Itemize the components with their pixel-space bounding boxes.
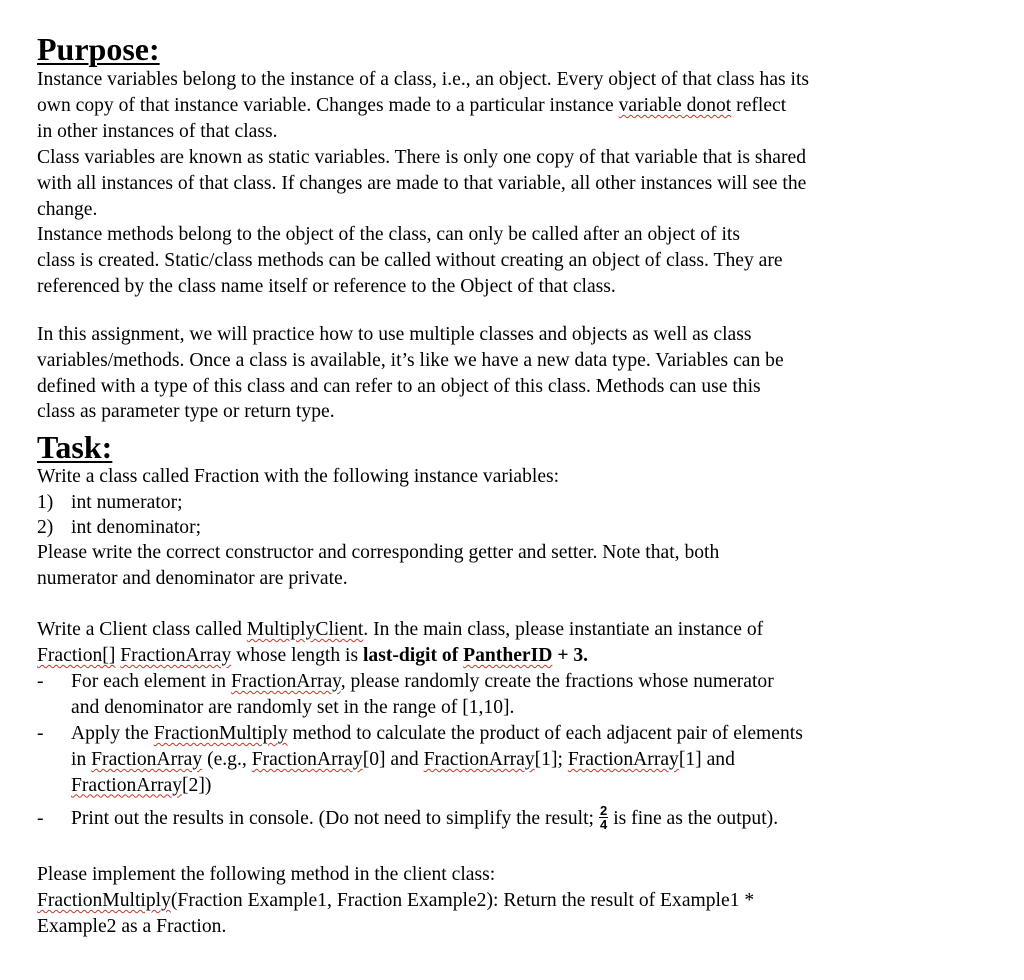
spellcheck-variable-donot: variable donot [618,94,732,116]
task-client-instructions: Write a Client class called MultiplyClient. In the main class, please instantiate an instance of Fraction[] FractionArray whose length is last-digit of PantherID + 3. [37,619,764,666]
task-method-instructions: Please implement the following method in the client class: FractionMultiply(Fraction Example1, Fraction Example2): Return the result of Example1 * Example2 as a Fraction. [37,864,755,937]
purpose-paragraph-assignment: In this assignment, we will practice how to use multiple classes and objects as well as class variables/methods. Once a class is available, it’s like we have a new data type. Variables can be defined with a type of this class and can refer to an object of this class. Methods can use this class as parameter type or return type. [37,324,784,423]
purpose-heading: Purpose: [37,31,160,67]
purpose-paragraph-methods: Instance methods belong to the object of the class, can only be called after an object of its class is created. Static/class methods can be called without creating an object of class. They are referenced by the class name itself or reference to the Object of that class. [37,224,783,297]
purpose-paragraph-class-variables: Class variables are known as static variables. There is only one copy of that variable that is shared with all instances of that class. If changes are made to that variable, all other instances will see the change. [37,147,807,220]
document-page: Purpose: Instance variables belong to the instance of a class, i.e., an object. Every object of that class has its own copy of that instance variable. Changes made to a particular instance variable donot reflect in other instances of that class. Class variables are known as static variables. There is only one copy of that variable that is shared with all instances of that class. If changes are made to that variable, all other instances will see the change. Instance methods belong to the object of the class, can only be called after an object of its class is created. Static/class methods can be called without creating an object of class. They are referenced by the class name itself or reference to the Object of that class. In this assignment, we will practice how to use multiple classes and objects as well as class variables/methods. Once a class is available, it’s like we have a new data type. Variables can be defined with a type of this class and can refer to an object of this class. Methods can use this class as parameter type or return type. Task: Write a class called Fraction with the following instance variables: 1) int numerator; 2) int denominator; Please write the correct constructor and corresponding getter and setter. Note that, both numerator and denominator are private. Write a Client class called MultiplyClient. In the main class, please instantiate an instance of Fraction[] FractionArray whose length is last-digit of PantherID + 3. - For each element in FractionArray, please randomly create the fractions whose numerator and denominator are randomly set in the range of [1,10]. - Apply the FractionMultiply method to calculate the product of each adjacent pair of elements in FractionArray (e.g., FractionArray[0] and FractionArray[1]; FractionArray[1] and FractionArray[2]) - Print out the results in console. (Do not need to simplify the result; $\frac{2}{4}$ is fine as the output). Please implement the following method in the client class: FractionMultiply(Fraction Example1, Fraction Example2): Return the result of Example1 * Example2 as a Fraction. [0,0,1024,980]
purpose-paragraph-instance-variables: Instance variables belong to the instance of a class, i.e., an object. Every object of that class has its own copy of that instance variable. Changes made to a particular instance variable donot reflect in other instances of that class. [37,69,810,142]
task-heading: Task: [37,429,113,465]
task-constructor-instructions: Please write the correct constructor and corresponding getter and setter. Note that, both numerator and denominator are private. [37,542,720,589]
task-intro: Write a class called Fraction with the following instance variables: [37,466,560,487]
fraction-two-fourths: $\frac{2}{4}$ [599,803,608,832]
